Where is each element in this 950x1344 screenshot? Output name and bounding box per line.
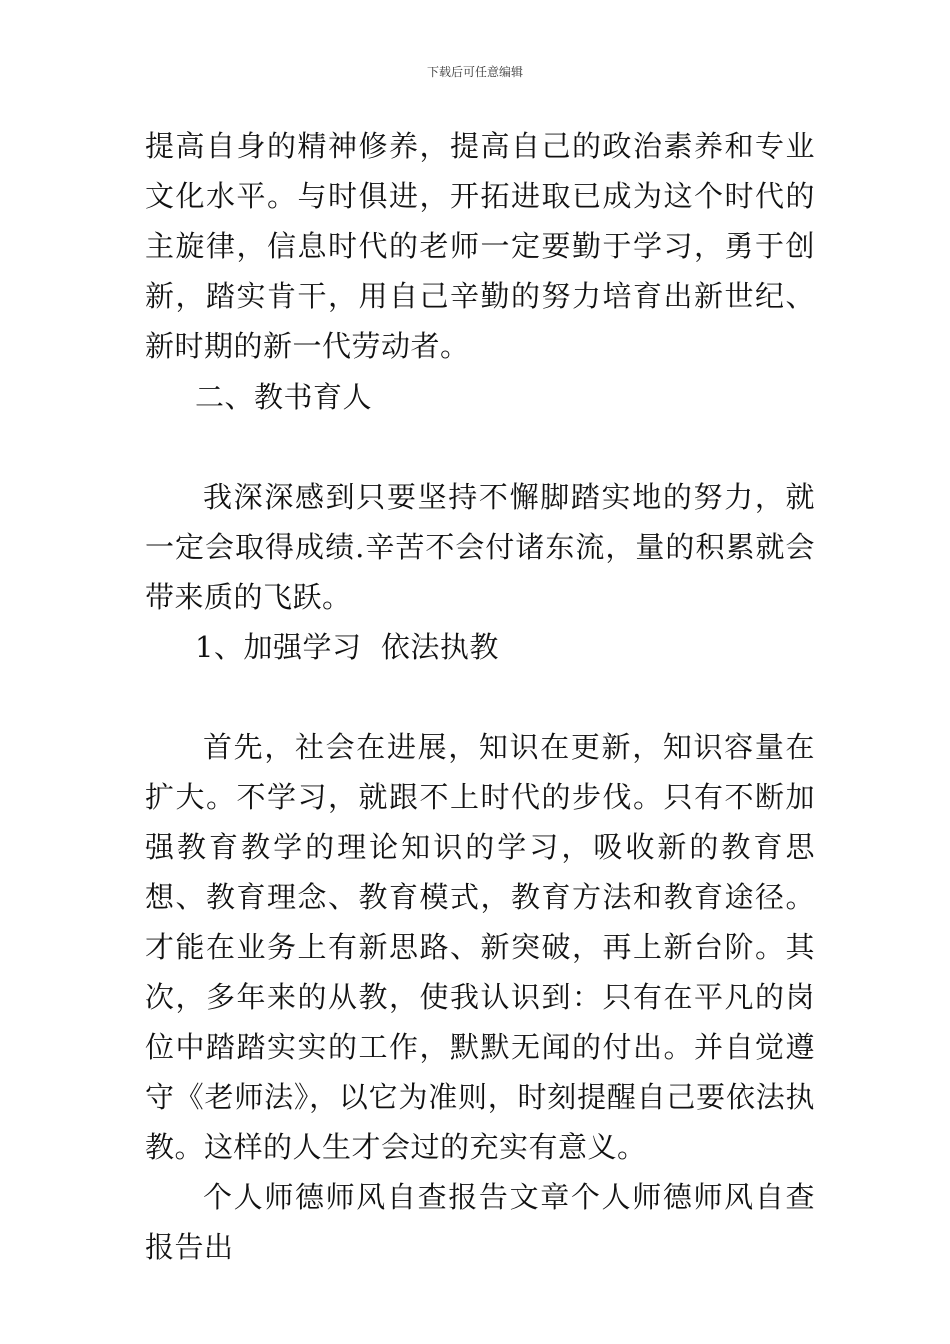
- section-heading-block: [145, 372, 815, 422]
- body-paragraph: 提高自身的精神修养，提高自己的政治素养和专业文化水平。与时俱进，开拓进取已成为这个时代的主旋律，信息时代的老师一定要勤于学习，勇于创新，踏实肯干，用自己辛勤的努力培育出新世纪、新时期的新一代劳动者。: [145, 129, 815, 363]
- body-paragraph: 首先，社会在进展，知识在更新，知识容量在扩大。不学习，就跟不上时代的步伐。只有不断加强教育教学的理论知识的学习，吸收新的教育思想、教育理念、教育模式，教育方法和教育途径。才能在业务上有新思路、新突破，再上新台阶。其次，多年来的从教，使我认识到：只有在平凡的岗位中踏踏实实的工作，默默无闻的付出。并自觉遵守《老师法》，以它为准则，时刻提醒自己要依法执教。这样的人生才会过的充实有意义。: [145, 730, 815, 1164]
- subsection-heading-block: [145, 622, 815, 672]
- paragraph-block-3: [145, 722, 815, 1172]
- paragraph-block-1: [145, 121, 815, 371]
- body-paragraph: 我深深感到只要坚持不懈脚踏实地的努力，就一定会取得成绩.辛苦不会付诸东流，量的积累就会带来质的飞跃。: [145, 480, 815, 614]
- paragraph-block-4: [145, 1172, 815, 1272]
- page-header-note: 下载后可任意编辑: [426, 65, 523, 79]
- section-heading: 二、教书育人: [195, 380, 373, 414]
- body-paragraph: 个人师德师风自查报告文章个人师德师风自查报告出: [145, 1180, 815, 1264]
- subsection-heading: 1、加强学习 依法执教: [195, 630, 499, 664]
- paragraph-block-2: [145, 472, 815, 622]
